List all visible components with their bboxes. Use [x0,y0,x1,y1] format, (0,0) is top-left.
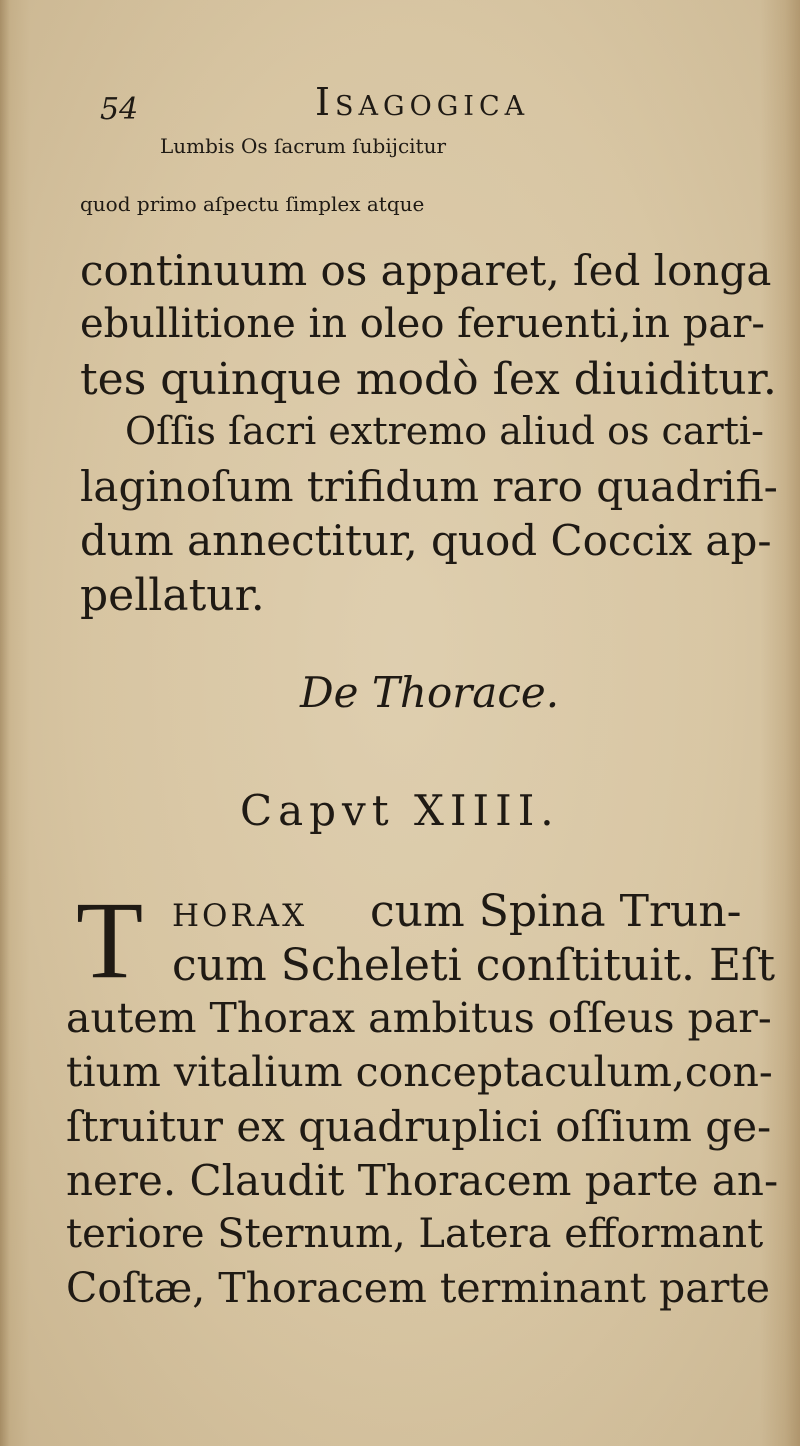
drop-cap: T [76,879,144,1001]
text-line: Coſtæ, Thoracem terminant parte [66,1264,771,1312]
text-line: teriore Sternum, Latera efformant [66,1211,764,1257]
text-line: ebullitione in oleo feruenti,in par- [80,301,765,347]
text-line: tium vitalium conceptaculum,con- [66,1048,773,1096]
text-line: continuum os apparet, ſed longa [80,246,772,295]
text-line: cum Spina Trun- [370,886,742,937]
first-word: horax [172,886,308,937]
text-line: pellatur. [80,570,265,621]
text-line: dum annectitur, quod Coccix ap- [80,516,772,565]
section-title: De Thorace. [300,668,560,717]
text-line: tes quinque modò ſex diuiditur. [80,354,777,405]
text-line: autem Thorax ambitus oſſeus par- [66,994,772,1042]
text-line: laginoſum trifidum raro quadrifi- [80,462,778,511]
text-line: Lumbis Os ſacrum ſubijcitur [160,134,447,158]
text-line: nere. Claudit Thoracem parte an- [66,1156,779,1205]
page-number: 54 [100,92,139,127]
text-line: cum Scheleti conſtituit. Eſt [172,940,776,991]
text-line: quod primo aſpectu ſimplex atque [80,192,425,216]
running-title: Isagogica [315,80,530,124]
text-line: ſtruitur ex quadruplici oſſium ge- [66,1102,772,1151]
chapter-title: Capvt XIIII. [240,786,560,835]
text-line: Oſſis ſacri extremo aliud os carti- [125,409,764,453]
